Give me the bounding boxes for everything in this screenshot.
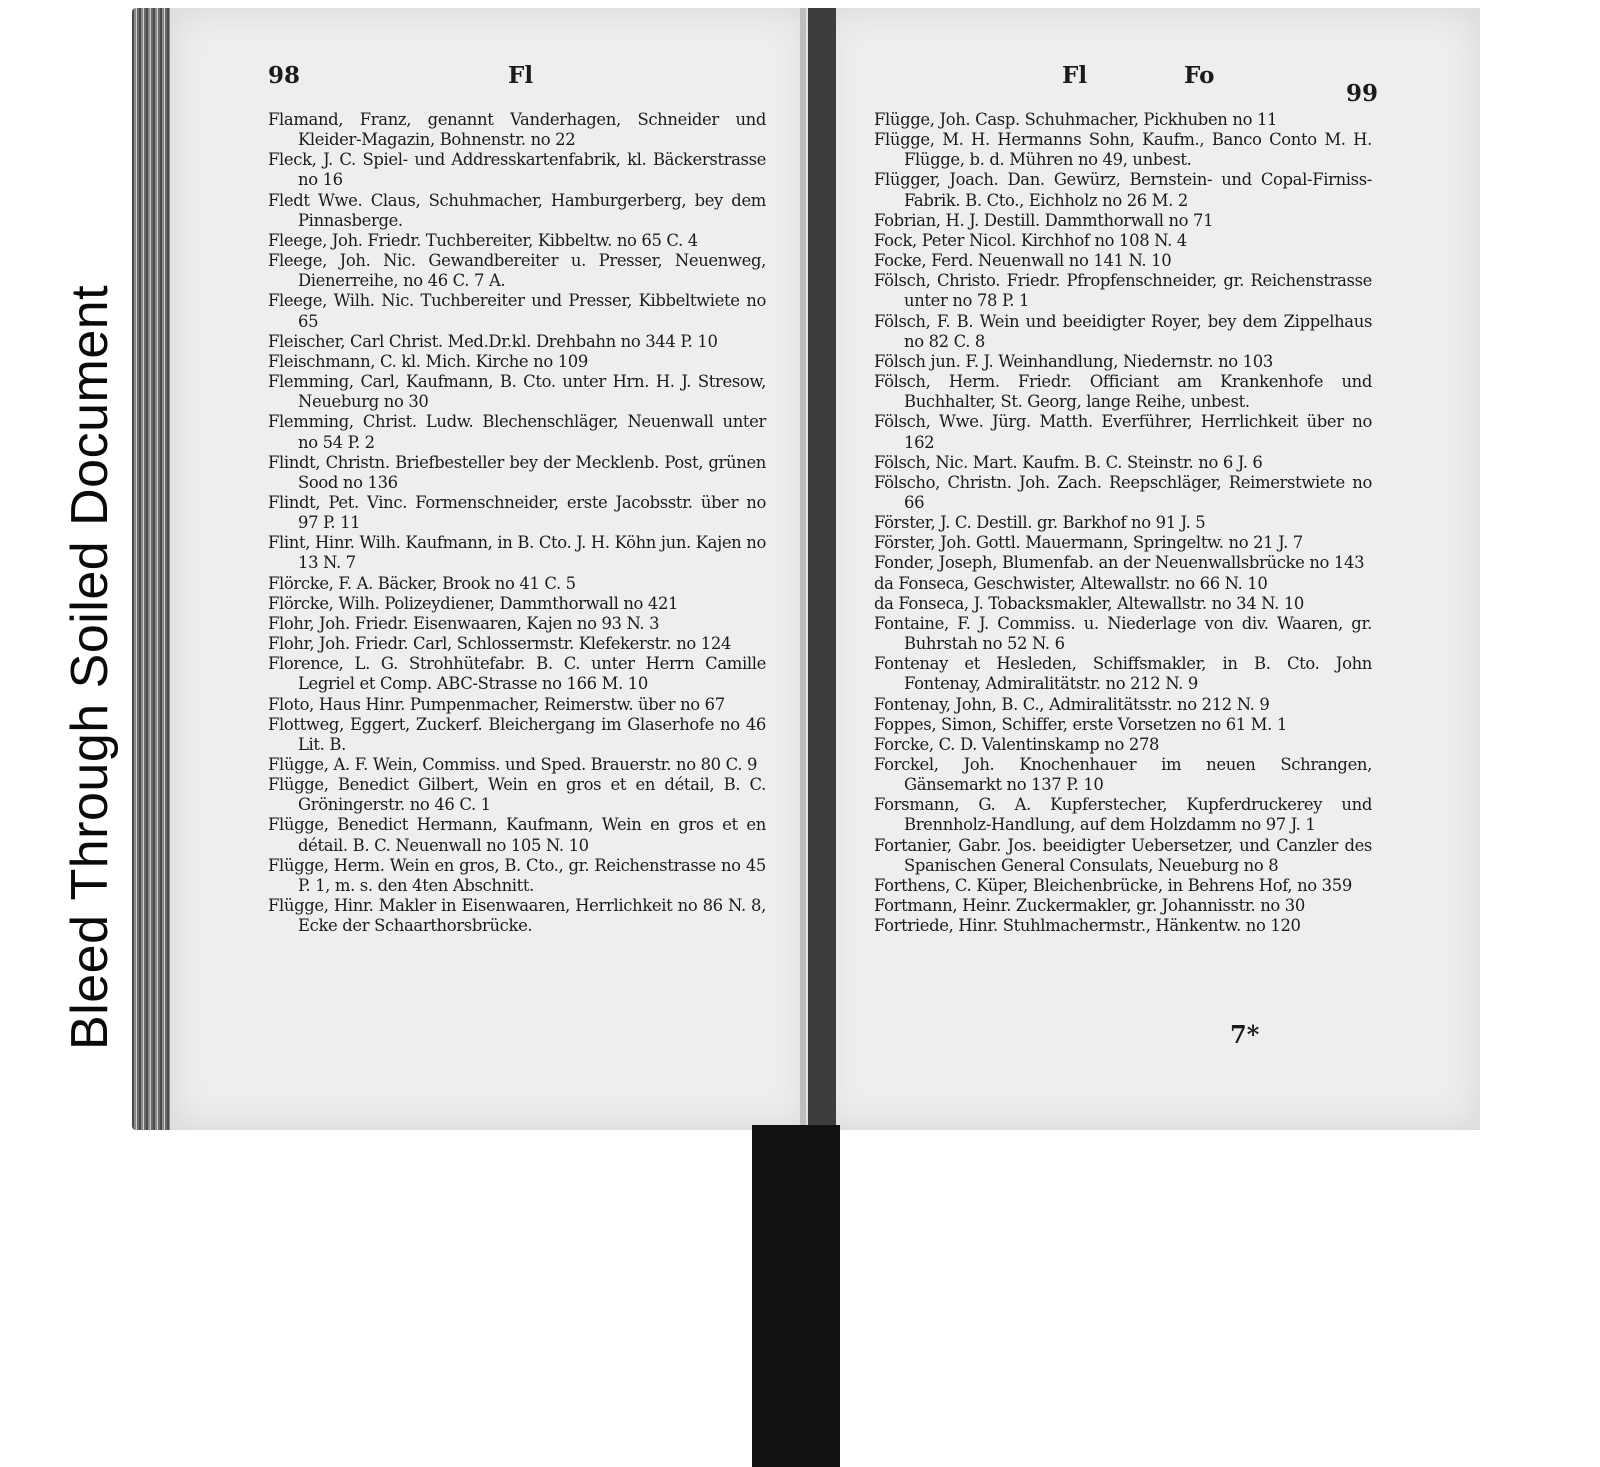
directory-entry: Flügge, Joh. Casp. Schuhmacher, Pickhuben no 11 (874, 110, 1278, 129)
directory-entry: Fleck, J. C. Spiel- und Addresskartenfabrik, kl. Bäckerstrasse no 16 (268, 150, 766, 190)
right-running-head-right: Fo (1184, 62, 1215, 89)
side-label-text: Bleed Through Soiled Document (61, 284, 119, 1050)
directory-entry: Forthens, C. Küper, Bleichenbrücke, in Behrens Hof, no 359 (874, 875, 1352, 895)
right-entries (874, 110, 1372, 936)
directory-entry: Fontenay, John, B. C., Admiralitätsstr. no 212 N. 9 (874, 694, 1270, 714)
directory-entry: Flügger, Joach. Dan. Gewürz, Bernstein- und Copal-Firniss-Fabrik. B. Cto., Eichholz no 26 M. 2 (874, 170, 1372, 210)
directory-entry: Flemming, Christ. Ludw. Blechenschläger, Neuenwall unter no 54 P. 2 (268, 412, 766, 452)
directory-entry: Flörcke, F. A. Bäcker, Brook no 41 C. 5 (268, 573, 576, 593)
signature-mark: 7* (1230, 1020, 1260, 1049)
directory-entry: Fobrian, H. J. Destill. Dammthorwall no 71 (874, 210, 1214, 230)
directory-entry: da Fonseca, J. Tobacksmakler, Altewallstr. no 34 N. 10 (874, 593, 1305, 613)
directory-entry: Forcke, C. D. Valentinskamp no 278 (874, 734, 1160, 754)
directory-entry: Flügge, M. H. Hermanns Sohn, Kaufm., Banco Conto M. H. Flügge, b. d. Mühren no 49, unbest. (874, 130, 1372, 170)
directory-entry: Fonder, Joseph, Blumenfab. an der Neuenwallsbrücke no 143 (874, 553, 1365, 573)
directory-entry: Flörcke, Wilh. Polizeydiener, Dammthorwall no 421 (268, 593, 679, 613)
binding-strip (752, 1125, 840, 1467)
book-gutter (808, 8, 836, 1132)
directory-entry: Flamand, Franz, genannt Vanderhagen, Schneider und Kleider-Magazin, Bohnenstr. no 22 (268, 110, 766, 150)
directory-entry: Fleischer, Carl Christ. Med.Dr.kl. Drehbahn no 344 P. 10 (268, 331, 718, 351)
directory-entry: Florence, L. G. Strohhütefabr. B. C. unter Herrn Camille Legriel et Comp. ABC-Strasse no 166 M. 10 (268, 654, 766, 694)
directory-entry: Fölsch, F. B. Wein und beeidigter Royer, bey dem Zippelhaus no 82 C. 8 (874, 311, 1372, 351)
directory-entry: Fleege, Wilh. Nic. Tuchbereiter und Presser, Kibbeltwiete no 65 (268, 291, 766, 331)
directory-entry: Fleege, Joh. Friedr. Tuchbereiter, Kibbeltw. no 65 C. 4 (268, 230, 698, 250)
left-page-number: 98 (268, 62, 301, 89)
right-running-head-left: Fl (1062, 62, 1088, 89)
right-page-number: 99 (1346, 80, 1379, 107)
directory-entry: Fontenay et Hesleden, Schiffsmakler, in B. Cto. John Fontenay, Admiralitätstr. no 212 N. 9 (874, 654, 1372, 694)
directory-entry: Fontaine, F. J. Commiss. u. Niederlage von div. Waaren, gr. Buhrstah no 52 N. 6 (874, 613, 1372, 654)
directory-entry: Förster, Joh. Gottl. Mauermann, Springeltw. no 21 J. 7 (874, 533, 1303, 553)
directory-entry: Flemming, Carl, Kaufmann, B. Cto. unter Hrn. H. J. Stresow, Neueburg no 30 (268, 372, 766, 412)
directory-entry: Fölsch, Nic. Mart. Kaufm. B. C. Steinstr. no 6 J. 6 (874, 452, 1263, 472)
directory-entry: Fölsch, Wwe. Jürg. Matth. Everführer, Herrlichkeit über no 162 (874, 412, 1372, 452)
directory-entry: Fortanier, Gabr. Jos. beeidigter Uebersetzer, und Canzler des Spanischen General Consulats, Neueburg no 8 (874, 835, 1372, 875)
directory-entry: Flügge, Benedict Hermann, Kaufmann, Wein en gros et en détail. B. C. Neuenwall no 105 N. 10 (268, 815, 766, 855)
directory-entry: Forsmann, G. A. Kupferstecher, Kupferdruckerey und Brennholz-Handlung, auf dem Holzdamm no 97 J. 1 (874, 795, 1372, 835)
directory-entry: Fölsch jun. F. J. Weinhandlung, Niedernstr. no 103 (874, 351, 1273, 371)
directory-entry: Foppes, Simon, Schiffer, erste Vorsetzen no 61 M. 1 (874, 714, 1287, 734)
directory-entry: Flohr, Joh. Friedr. Carl, Schlossermstr. Klefekerstr. no 124 (268, 634, 732, 654)
directory-entry: Fölsch, Christo. Friedr. Pfropfenschneider, gr. Reichenstrasse unter no 78 P. 1 (874, 271, 1372, 311)
directory-entry: Flügge, A. F. Wein, Commiss. und Sped. Brauerstr. no 80 C. 9 (268, 755, 758, 774)
left-entries (268, 110, 766, 936)
directory-entry: Flohr, Joh. Friedr. Eisenwaaren, Kajen no 93 N. 3 (268, 613, 660, 633)
gutter-highlight (800, 8, 806, 1132)
directory-entry: Flottweg, Eggert, Zuckerf. Bleichergang im Glaserhofe no 46 Lit. B. (268, 714, 766, 754)
directory-entry: Flügge, Hinr. Makler in Eisenwaaren, Herrlichkeit no 86 N. 8, Ecke der Schaarthorsbrücke. (268, 896, 766, 936)
directory-entry: Fleischmann, C. kl. Mich. Kirche no 109 (268, 351, 588, 371)
directory-entry: Flint, Hinr. Wilh. Kaufmann, in B. Cto. J. H. Köhn jun. Kajen no 13 N. 7 (268, 533, 766, 573)
directory-entry: Fleege, Joh. Nic. Gewandbereiter u. Presser, Neuenweg, Dienerreihe, no 46 C. 7 A. (268, 251, 766, 291)
directory-entry: Focke, Ferd. Neuenwall no 141 N. 10 (874, 251, 1172, 271)
directory-entry: Fölscho, Christn. Joh. Zach. Reepschläger, Reimerstwiete no 66 (874, 472, 1372, 512)
directory-entry: Forckel, Joh. Knochenhauer im neuen Schrangen, Gänsemarkt no 137 P. 10 (874, 755, 1372, 795)
directory-entry: Förster, J. C. Destill. gr. Barkhof no 91 J. 5 (874, 513, 1206, 533)
directory-entry: Flindt, Christn. Briefbesteller bey der Mecklenb. Post, grünen Sood no 136 (268, 452, 766, 492)
directory-entry: Floto, Haus Hinr. Pumpenmacher, Reimerstw. über no 67 (268, 694, 725, 714)
directory-entry: Fledt Wwe. Claus, Schuhmacher, Hamburgerberg, bey dem Pinnasberge. (268, 190, 766, 230)
directory-entry: Flügge, Herm. Wein en gros, B. Cto., gr. Reichenstrasse no 45 P. 1, m. s. den 4ten Abschnitt. (268, 855, 766, 895)
directory-entry: Fortriede, Hinr. Stuhlmachermstr., Hänkentw. no 120 (874, 916, 1301, 936)
directory-entry: Flindt, Pet. Vinc. Formenschneider, erste Jacobsstr. über no 97 P. 11 (268, 492, 766, 533)
directory-entry: Flügge, Benedict Gilbert, Wein en gros et en détail, B. C. Gröningerstr. no 46 C. 1 (268, 775, 766, 815)
directory-entry: da Fonseca, Geschwister, Altewallstr. no 66 N. 10 (874, 573, 1268, 593)
left-running-head: Fl (508, 62, 534, 89)
side-label (18, 40, 119, 1050)
directory-entry: Fortmann, Heinr. Zuckermakler, gr. Johannisstr. no 30 (874, 896, 1305, 916)
directory-entry: Fölsch, Herm. Friedr. Officiant am Krankenhofe und Buchhalter, St. Georg, lange Reihe, unbest. (874, 372, 1372, 412)
directory-entry: Fock, Peter Nicol. Kirchhof no 108 N. 4 (874, 230, 1187, 250)
